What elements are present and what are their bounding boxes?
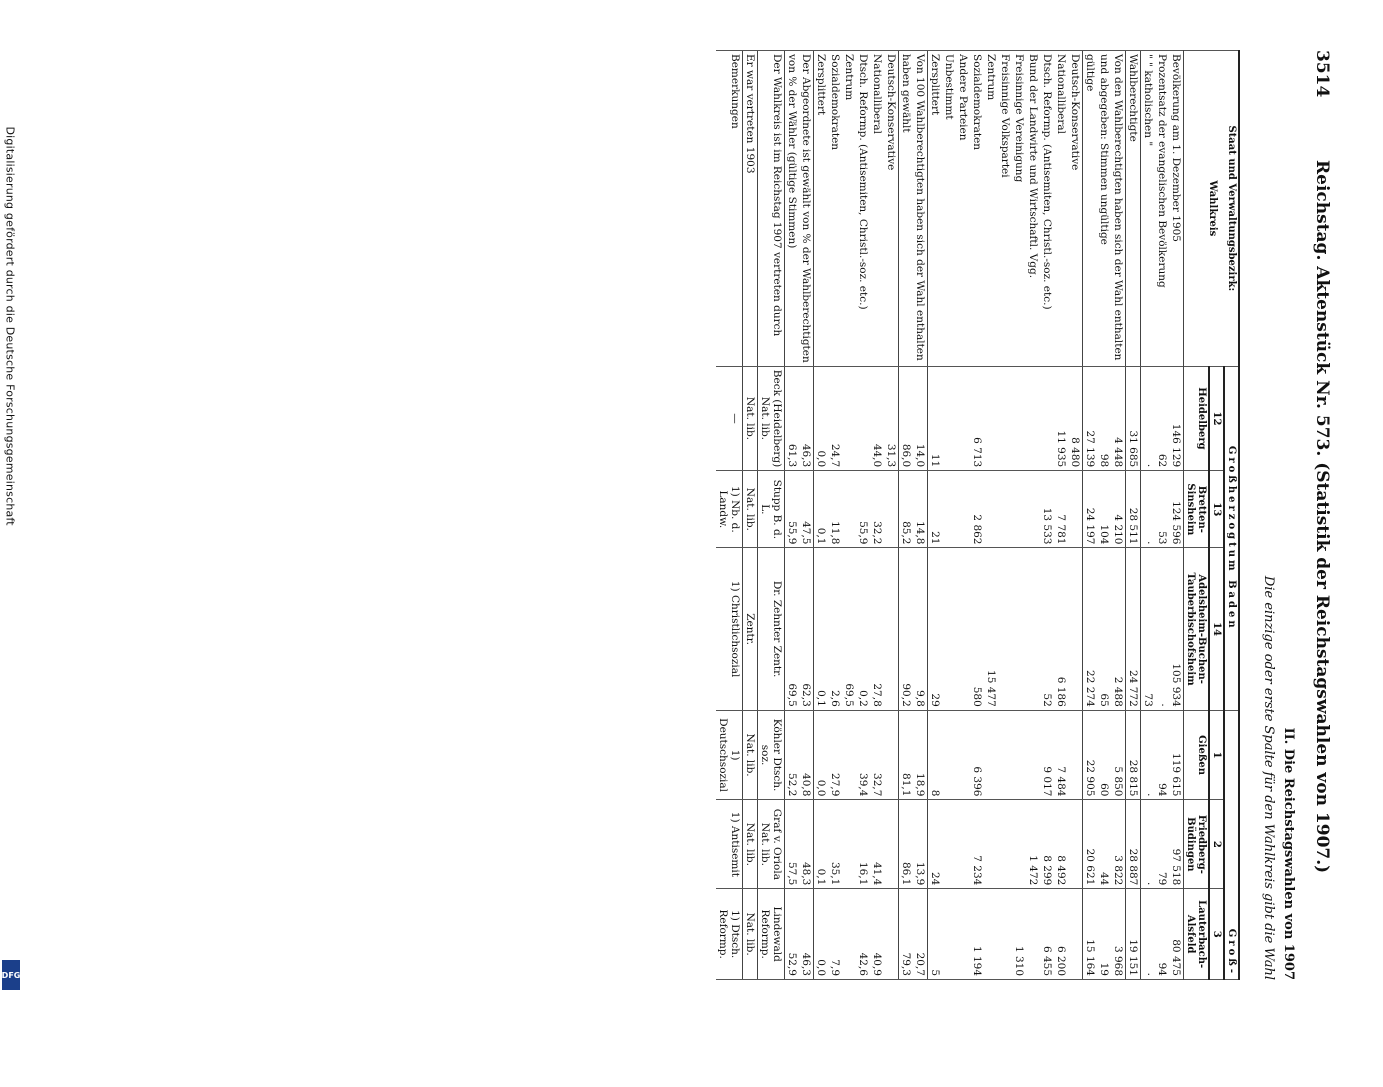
table-cell: 11 (928, 366, 943, 470)
table-cell: Stupp B. d. L. (758, 471, 785, 548)
table-cell (984, 710, 998, 800)
page-title: Reichstag. Aktenstück Nr. 573. (Statistik der Reichstagswahlen von 1907.) (1312, 160, 1332, 874)
row-label: Deutsch-Konservative (884, 51, 899, 367)
table-cell: 1) Dtsch. Reformp. (716, 889, 743, 980)
table-cell: Lindewald Reformp. (758, 889, 785, 980)
table-cell: 65 (1097, 548, 1111, 710)
table-cell: 1 310 (1012, 889, 1026, 980)
row-label: Er war vertreten 1903 (743, 51, 758, 367)
table-cell: 119 615 (1169, 710, 1184, 800)
table-cell (1068, 889, 1083, 980)
table-cell: Nat. lib. (743, 889, 758, 980)
table-cell: 44 (1097, 800, 1111, 889)
table-cell: Graf v. Oriola Nat. lib. (758, 800, 785, 889)
nr-cell: 13 (1209, 471, 1224, 548)
table-row (884, 51, 899, 980)
section-subtitle: Die einzige oder erste Spalte für den Wahlkreis gibt die Wahl (1261, 575, 1276, 980)
table-cell: 18,9 (913, 710, 928, 800)
table-cell (884, 800, 899, 889)
table-cell: 24 (928, 800, 943, 889)
table-cell: 11,8 (828, 471, 842, 548)
table-cell: 97 518 (1169, 800, 1184, 889)
table-cell: 28 511 (1126, 471, 1141, 548)
table-row (814, 51, 829, 980)
table-cell: 55,9 (785, 471, 800, 548)
table-cell (884, 889, 899, 980)
table-cell: · (1141, 800, 1156, 889)
district-name: Adelsheim-Buchen-Tauberbischofsheim (1184, 548, 1210, 710)
table-cell (842, 471, 856, 548)
table-cell: 69,5 (785, 548, 800, 710)
table-cell: Nat. lib. (743, 710, 758, 800)
district-name: Gießen (1184, 710, 1210, 800)
table-cell: 48,3 (799, 800, 814, 889)
row-label: Sozialdemokraten (828, 51, 842, 367)
table-row (942, 51, 956, 980)
row-label: " " katholischen " (1141, 51, 1156, 367)
table-cell: Zentr. (743, 548, 758, 710)
table-cell: — (716, 366, 743, 470)
row-label: Prozentsatz der evangelischen Bevölkerung (1155, 51, 1169, 367)
table-row (1040, 51, 1054, 980)
table-cell (1012, 710, 1026, 800)
table-cell: 105 934 (1169, 548, 1184, 710)
table-cell: 52 (1040, 548, 1054, 710)
table-cell: 1 472 (1026, 800, 1040, 889)
table-cell (984, 800, 998, 889)
table-cell: 32,2 (870, 471, 884, 548)
table-cell: 40,8 (799, 710, 814, 800)
row-label: Freisinnige Volkspartei (998, 51, 1012, 367)
table-cell: 7 484 (1054, 710, 1068, 800)
table-cell: 6 713 (970, 366, 984, 470)
row-label: und abgegeben: Stimmen ungültige (1097, 51, 1111, 367)
table-cell (956, 889, 970, 980)
row-label: Der Wahlkreis ist im Reichstag 1907 vertreten durch (758, 51, 785, 367)
table-row (899, 51, 914, 980)
table-cell (984, 889, 998, 980)
table-row (1054, 51, 1068, 980)
table-cell: 80 475 (1169, 889, 1184, 980)
table-cell: 15 164 (1083, 889, 1098, 980)
table-cell (1026, 366, 1040, 470)
table-cell (842, 710, 856, 800)
table-cell: 104 (1097, 471, 1111, 548)
table-cell: Köhler Dtsch. soz. (758, 710, 785, 800)
table-cell (998, 800, 1012, 889)
table-cell (998, 889, 1012, 980)
row-label: Nationalliberal (870, 51, 884, 367)
state-column-header (1184, 51, 1240, 367)
table-cell: 20 621 (1083, 800, 1098, 889)
row-label: Wahlberechtigte (1126, 51, 1141, 367)
table-cell: 6 396 (970, 710, 984, 800)
table-cell: 81,1 (899, 710, 914, 800)
table-cell (984, 366, 998, 470)
table-cell: 0,1 (814, 471, 829, 548)
row-label: Deutsch-Konservative (1068, 51, 1083, 367)
row-label: Dtsch. Reformp. (Antisemiten, Christl.-soz. etc.) (856, 51, 870, 367)
row-label: Bund der Landwirte und Wirtschaftl. Vgg. (1026, 51, 1040, 367)
table-cell: 44,0 (870, 366, 884, 470)
table-cell: 79,3 (899, 889, 914, 980)
table-cell (942, 366, 956, 470)
row-label: Zersplittert (928, 51, 943, 367)
table-cell: 39,4 (856, 710, 870, 800)
table-cell: 13 533 (1040, 471, 1054, 548)
table-cell: 55,9 (856, 471, 870, 548)
row-label: Zersplittert (814, 51, 829, 367)
table-row (956, 51, 970, 980)
table-row (1026, 51, 1040, 980)
table-cell: 0,0 (814, 366, 829, 470)
table-cell: 24 197 (1083, 471, 1098, 548)
table-cell: 6 455 (1040, 889, 1054, 980)
table-cell (1026, 548, 1040, 710)
nr-cell: 1 (1209, 710, 1224, 800)
district-name: Friedberg-Büdingen (1184, 800, 1210, 889)
table-cell: 86,0 (899, 366, 914, 470)
table-cell: 0,0 (814, 710, 829, 800)
table-cell (956, 366, 970, 470)
table-cell (998, 471, 1012, 548)
table-cell: 4 448 (1111, 366, 1126, 470)
table-cell (942, 800, 956, 889)
side-note (0, 0, 26, 1000)
table-cell: 3 822 (1111, 800, 1126, 889)
table-cell: 28 815 (1126, 710, 1141, 800)
table-cell: 1) Christlichsozial (716, 548, 743, 710)
table-cell: Dr. Zehnter Zentr. (758, 548, 785, 710)
row-label: Bevölkerung am 1. Dezember 1905 (1169, 51, 1184, 367)
table-cell (856, 366, 870, 470)
table-cell: 52,2 (785, 710, 800, 800)
table-row (928, 51, 943, 980)
table-cell (942, 548, 956, 710)
table-cell: 4 210 (1111, 471, 1126, 548)
table-cell: 1) Antisemit (716, 800, 743, 889)
table-cell (1012, 366, 1026, 470)
wahlkreis-label: Wahlkreis (1207, 180, 1218, 237)
table-cell: 94 (1155, 710, 1169, 800)
table-cell (956, 471, 970, 548)
table-row (1068, 51, 1083, 980)
page-number: 3514 (1312, 50, 1332, 98)
nr-cell: 12 (1209, 366, 1224, 470)
table-cell: 8 299 (1040, 800, 1054, 889)
table-row (1155, 51, 1169, 980)
table-cell: 32,7 (870, 710, 884, 800)
table-cell: 24,7 (828, 366, 842, 470)
table-cell: 98 (1097, 366, 1111, 470)
table-cell: 19 (1097, 889, 1111, 980)
table-cell (1068, 710, 1083, 800)
nr-cell: 2 (1209, 800, 1224, 889)
table-cell: 0,2 (856, 548, 870, 710)
state-header-text: Staat und Verwaltungsbezirk: (1226, 125, 1237, 292)
table-cell: 9,8 (913, 548, 928, 710)
table-cell: 31,3 (884, 366, 899, 470)
row-label: Von 100 Wahlberechtigten haben sich der Wahl enthalten (913, 51, 928, 367)
table-cell: 73 (1141, 548, 1156, 710)
table-cell (1068, 471, 1083, 548)
table-cell (1012, 548, 1026, 710)
table-cell: 90,2 (899, 548, 914, 710)
table-row (716, 51, 743, 980)
table-cell (842, 889, 856, 980)
table-cell: 29 (928, 548, 943, 710)
table-cell: Nat. lib. (743, 471, 758, 548)
table-cell: 24 772 (1126, 548, 1141, 710)
table-cell: 2,6 (828, 548, 842, 710)
row-label: Andere Parteien (956, 51, 970, 367)
table-cell: 8 492 (1054, 800, 1068, 889)
table-cell: 85,2 (899, 471, 914, 548)
table-cell: 580 (970, 548, 984, 710)
table-row (799, 51, 814, 980)
table-cell (884, 710, 899, 800)
row-label: Zentrum (984, 51, 998, 367)
table-cell: 16,1 (856, 800, 870, 889)
table-cell: 8 (928, 710, 943, 800)
table-cell: 62,3 (799, 548, 814, 710)
table-cell (1068, 800, 1083, 889)
row-label: gültige (1083, 51, 1098, 367)
table-cell: Beck (Heidelberg) Nat. lib. (758, 366, 785, 470)
table-cell (1068, 548, 1083, 710)
table-row (1126, 51, 1141, 980)
table-cell: 27 139 (1083, 366, 1098, 470)
nr-cell: 3 (1209, 889, 1224, 980)
table-cell: 94 (1155, 889, 1169, 980)
district-name: Heidelberg (1184, 366, 1210, 470)
election-table (716, 50, 1240, 980)
table-cell (984, 471, 998, 548)
group-header-row (1224, 51, 1239, 980)
row-label: haben gewählt (899, 51, 914, 367)
table-cell: 5 (928, 889, 943, 980)
district-name: Bretten-Sinsheim (1184, 471, 1210, 548)
row-label: Der Abgeordnete ist gewählt von % der Wahlberechtigten (799, 51, 814, 367)
table-cell (956, 800, 970, 889)
group-baden: Großherzogtum Baden (1224, 366, 1239, 710)
table-cell: 0,1 (814, 800, 829, 889)
table-cell: 46,3 (799, 366, 814, 470)
table-cell (942, 710, 956, 800)
table-cell: 53 (1155, 471, 1169, 548)
table-row (743, 51, 758, 980)
table-cell: 9 017 (1040, 710, 1054, 800)
table-cell: 15 477 (984, 548, 998, 710)
table-cell: 13,9 (913, 800, 928, 889)
table-cell: 27,9 (828, 710, 842, 800)
table-cell (1026, 471, 1040, 548)
table-cell: 1) Nb. d. Landw. (716, 471, 743, 548)
table-cell: 40,9 (870, 889, 884, 980)
table-row (1012, 51, 1026, 980)
table-cell: 124 596 (1169, 471, 1184, 548)
table-cell (1012, 471, 1026, 548)
table-cell: 21 (928, 471, 943, 548)
table-cell: 0,0 (814, 889, 829, 980)
table-row (785, 51, 800, 980)
table-cell: 3 968 (1111, 889, 1126, 980)
table-cell: 22 905 (1083, 710, 1098, 800)
table-row (1083, 51, 1098, 980)
table-cell: Nat. lib. (743, 800, 758, 889)
table-cell: 69,5 (842, 548, 856, 710)
table-cell: 47,5 (799, 471, 814, 548)
table-cell: 79 (1155, 800, 1169, 889)
table-row (1169, 51, 1184, 980)
table-cell (956, 548, 970, 710)
table-cell: 1) Deutschsozial (716, 710, 743, 800)
table-cell: 31 685 (1126, 366, 1141, 470)
table-row (828, 51, 842, 980)
table-cell (956, 710, 970, 800)
table-cell: 11 935 (1054, 366, 1068, 470)
table-cell: 86,1 (899, 800, 914, 889)
table-cell (998, 710, 1012, 800)
table-cell: 61,3 (785, 366, 800, 470)
table-cell: 7,9 (828, 889, 842, 980)
table-cell (998, 548, 1012, 710)
table-cell: · (1141, 471, 1156, 548)
table-cell: 14,8 (913, 471, 928, 548)
table-cell: 20,7 (913, 889, 928, 980)
dfg-logo: DFG (2, 960, 20, 990)
row-label: Sozialdemokraten (970, 51, 984, 367)
table-row (758, 51, 785, 980)
table-cell (884, 471, 899, 548)
table-cell: 27,8 (870, 548, 884, 710)
table-row (1097, 51, 1111, 980)
district-name: Lauterbach-Alsfeld (1184, 889, 1210, 980)
table-row (870, 51, 884, 980)
row-label: Unbestimmt (942, 51, 956, 367)
table-cell: 5 850 (1111, 710, 1126, 800)
table-cell: 57,5 (785, 800, 800, 889)
table-cell (842, 800, 856, 889)
table-row (1141, 51, 1156, 980)
table-cell: 52,9 (785, 889, 800, 980)
table-cell: 60 (1097, 710, 1111, 800)
table-body (716, 51, 1184, 980)
table-cell: · (1141, 889, 1156, 980)
table-cell (942, 889, 956, 980)
row-label: Zentrum (842, 51, 856, 367)
table-cell: Nat. lib. (743, 366, 758, 470)
table-row (984, 51, 998, 980)
table-cell: 6 200 (1054, 889, 1068, 980)
table-cell: · (1155, 548, 1169, 710)
row-label: Von den Wahlberechtigten haben sich der Wahl enthalten (1111, 51, 1126, 367)
nr-cell: 14 (1209, 548, 1224, 710)
table-cell: 2 862 (970, 471, 984, 548)
table-cell: 8 480 (1068, 366, 1083, 470)
table-cell: 146 129 (1169, 366, 1184, 470)
table-cell: 7 234 (970, 800, 984, 889)
group-hessen: Groß- (1224, 710, 1239, 979)
rotated-page (140, 50, 1340, 980)
table-cell: 41,4 (870, 800, 884, 889)
table-cell: 0,1 (814, 548, 829, 710)
table-row (913, 51, 928, 980)
table-row (856, 51, 870, 980)
table-cell: 14,0 (913, 366, 928, 470)
table-row (970, 51, 984, 980)
table-row (1111, 51, 1126, 980)
side-note-text: Digitalisierung gefördert durch die Deutsche Forschungsgemeinschaft (3, 126, 17, 526)
row-label: Nationalliberal (1054, 51, 1068, 367)
table-cell (1012, 800, 1026, 889)
row-label: Dtsch. Reformp. (Antisemiten, Christl.-soz. etc.) (1040, 51, 1054, 367)
table-cell: 1 194 (970, 889, 984, 980)
table-cell: 2 488 (1111, 548, 1126, 710)
row-label: Bemerkungen (716, 51, 743, 367)
section-title: II. Die Reichstagswahlen von 1907 (1281, 727, 1296, 980)
table-cell (998, 366, 1012, 470)
row-label: Freisinnige Vereinigung (1012, 51, 1026, 367)
page-header (1300, 50, 1340, 980)
table-cell: 62 (1155, 366, 1169, 470)
table-cell: 46,3 (799, 889, 814, 980)
table-cell (1026, 710, 1040, 800)
table-cell: 6 186 (1054, 548, 1068, 710)
table-cell: · (1141, 710, 1156, 800)
table-cell (1040, 366, 1054, 470)
table-cell: 22 274 (1083, 548, 1098, 710)
table-cell: 19 151 (1126, 889, 1141, 980)
table-row (998, 51, 1012, 980)
table-cell: 7 781 (1054, 471, 1068, 548)
table-cell: 42,6 (856, 889, 870, 980)
table-cell (842, 366, 856, 470)
table-cell (942, 471, 956, 548)
table-cell: 28 887 (1126, 800, 1141, 889)
table-cell: · (1141, 366, 1156, 470)
table-row (842, 51, 856, 980)
table-cell: 35,1 (828, 800, 842, 889)
table-cell (884, 548, 899, 710)
table-cell (1026, 889, 1040, 980)
row-label: von % der Wähler (gültige Stimmen) (785, 51, 800, 367)
